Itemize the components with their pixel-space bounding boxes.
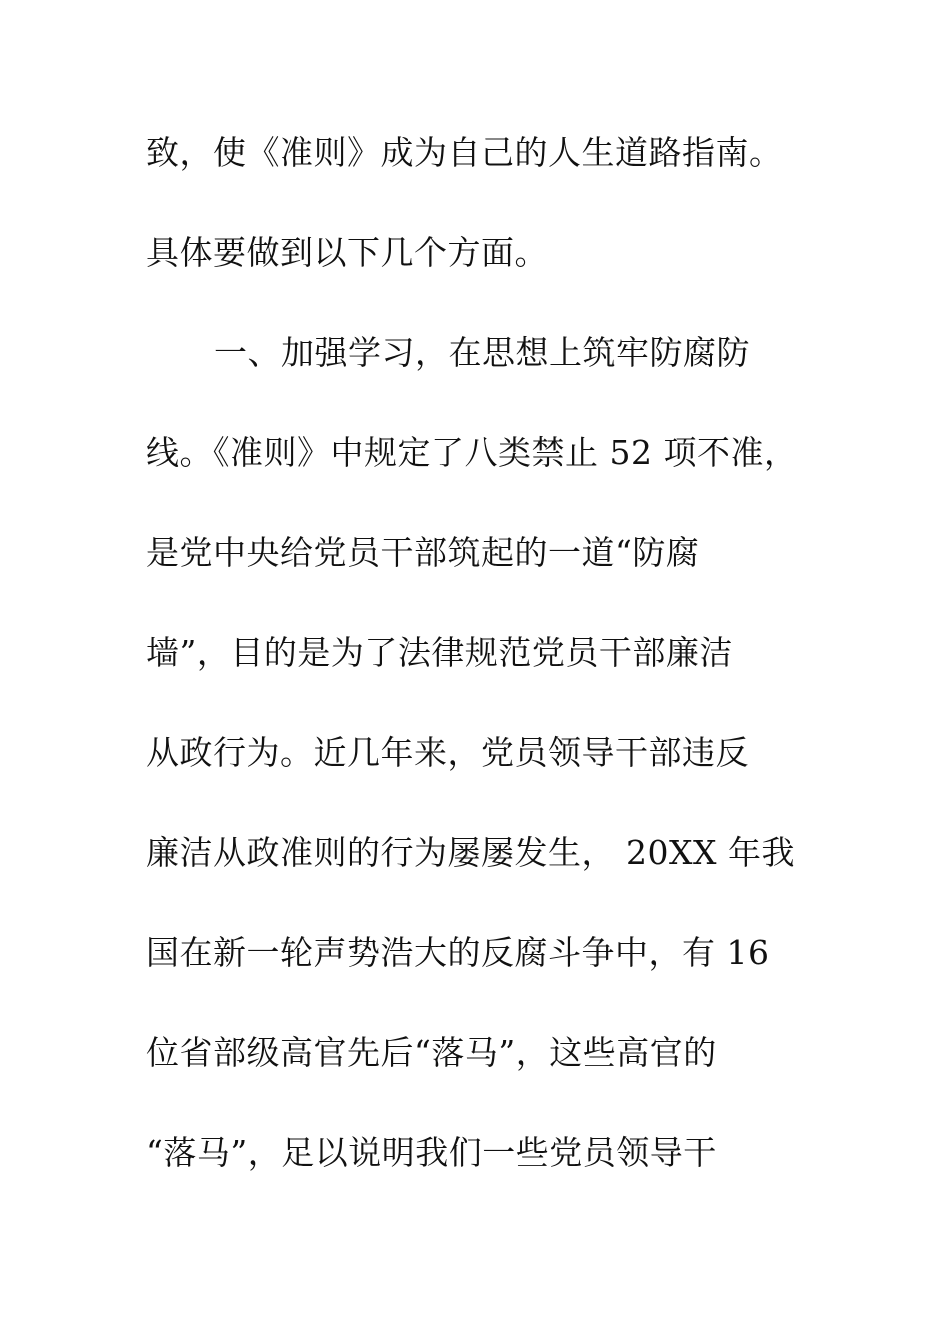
text-line: 致，使《准则》成为自己的人生道路指南。	[146, 133, 783, 172]
text-line: 国在新一轮声势浩大的反腐斗争中，有 16	[146, 933, 770, 972]
text-line: 廉洁从政准则的行为屡屡发生， 20XX 年我	[146, 833, 795, 872]
section-heading-line: 一、加强学习，在思想上筑牢防腐防	[214, 333, 750, 372]
text-line: “落马”，足以说明我们一些党员领导干	[146, 1133, 717, 1172]
text-line: 具体要做到以下几个方面。	[146, 233, 548, 272]
text-line: 从政行为。近几年来，党员领导干部违反	[146, 733, 749, 772]
text-line: 线。《准则》中规定了八类禁止 52 项不准，	[146, 433, 798, 472]
text-line: 位省部级高官先后“落马”，这些高官的	[146, 1033, 717, 1072]
text-line: 是党中央给党员干部筑起的一道“防腐	[146, 533, 700, 572]
text-line: 墙”，目的是为了法律规范党员干部廉洁	[146, 633, 733, 672]
